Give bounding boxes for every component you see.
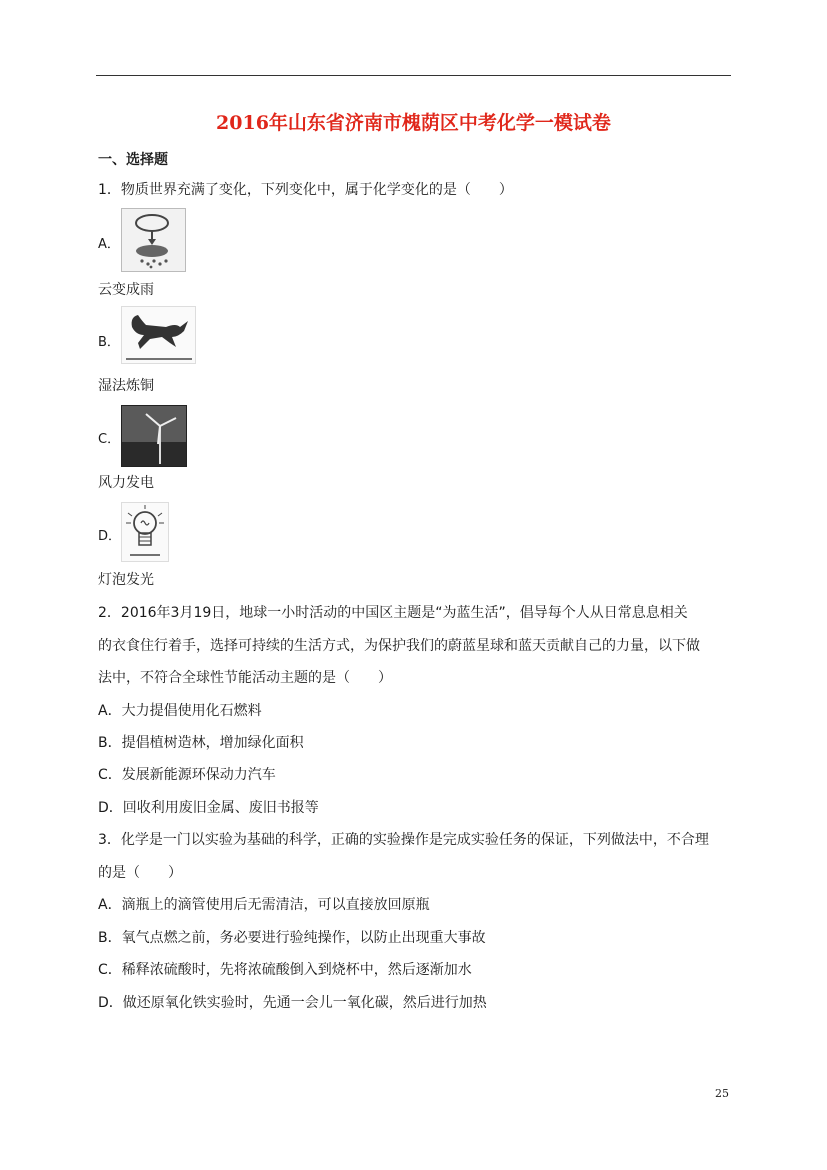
question-1-stem: 1．物质世界充满了变化，下列变化中，属于化学变化的是（ ）: [98, 182, 513, 198]
q2-option-c: C．发展新能源环保动力汽车: [98, 767, 276, 783]
question-3-line-1: 3．化学是一门以实验为基础的科学，正确的实验操作是完成实验任务的保证，下列做法中，不合理: [98, 832, 709, 848]
q1-option-b-caption: 湿法炼铜: [98, 378, 154, 394]
q2-option-a: A．大力提倡使用化石燃料: [98, 703, 262, 719]
q2-option-b: B．提倡植树造林，增加绿化面积: [98, 735, 304, 751]
page-number: 25: [715, 1087, 729, 1100]
question-2-line-3: 法中，不符合全球性节能活动主题的是（ ）: [98, 670, 392, 686]
q1-option-b-label: B．: [98, 335, 120, 350]
q1-option-c-caption: 风力发电: [98, 475, 154, 491]
header-rule: [96, 75, 731, 76]
q1-option-a-caption: 云变成雨: [98, 282, 154, 298]
light-bulb-icon: [121, 502, 169, 562]
cloud-rain-icon: [121, 208, 186, 272]
q1-option-c-label: C．: [98, 432, 121, 447]
bronze-horse-icon: [121, 306, 196, 364]
q3-option-d: D．做还原氧化铁实验时，先通一会儿一氧化碳，然后进行加热: [98, 995, 487, 1011]
q3-option-c: C．稀释浓硫酸时，先将浓硫酸倒入到烧杯中，然后逐渐加水: [98, 962, 472, 978]
q3-option-a: A．滴瓶上的滴管使用后无需清洁，可以直接放回原瓶: [98, 897, 430, 913]
question-2-line-1: 2．2016年3月19日，地球一小时活动的中国区主题是“为蓝生活”，倡导每个人从日常息息相关: [98, 605, 688, 621]
wind-turbine-icon: [121, 405, 187, 467]
q1-option-d-label: D．: [98, 529, 122, 544]
section-heading: 一、选择题: [98, 152, 168, 168]
q2-option-d: D．回收利用废旧金属、废旧书报等: [98, 800, 319, 816]
q3-option-b: B．氧气点燃之前，务必要进行验纯操作，以防止出现重大事故: [98, 930, 486, 946]
question-3-line-2: 的是（ ）: [98, 865, 182, 881]
q1-option-d-caption: 灯泡发光: [98, 572, 154, 588]
page-title: 2016年山东省济南市槐荫区中考化学一模试卷: [216, 112, 611, 134]
question-2-line-2: 的衣食住行着手，选择可持续的生活方式，为保护我们的蔚蓝星球和蓝天贡献自己的力量，以下做: [98, 638, 700, 654]
q1-option-a-label: A．: [98, 237, 120, 252]
